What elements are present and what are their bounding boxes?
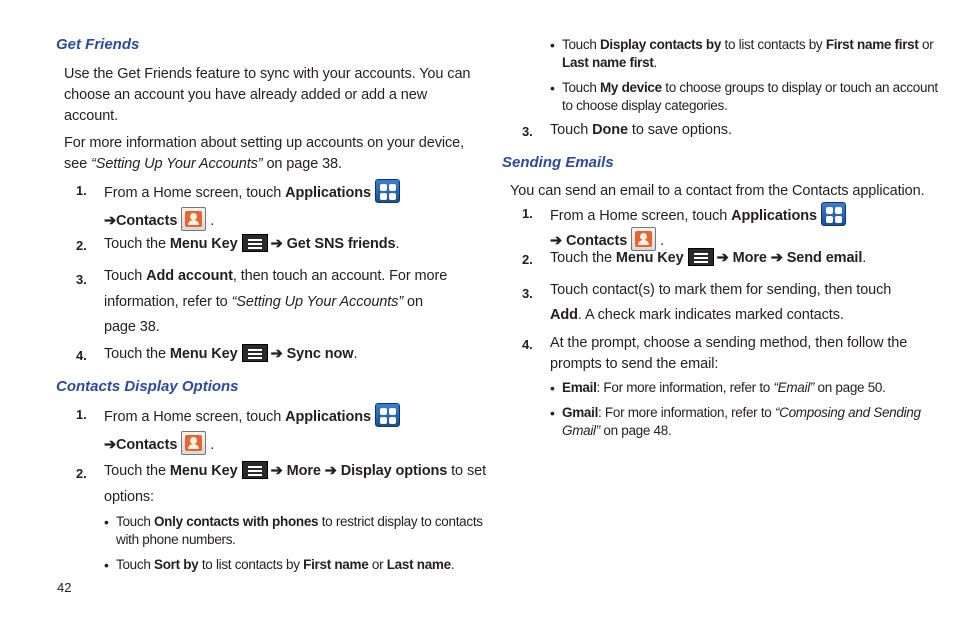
- bullet-text: Touch: [116, 557, 154, 572]
- step-number: 3.: [522, 124, 533, 139]
- step-bold: Applications: [731, 208, 817, 224]
- bullet-text: on page 50.: [814, 380, 886, 395]
- heading-sending-emails: Sending Emails: [502, 154, 614, 171]
- heading-contacts-display-options: Contacts Display Options: [56, 378, 239, 395]
- bullet-bold: My device: [599, 80, 662, 95]
- menu-key-icon: [242, 461, 268, 479]
- step-bold: ➔ Contacts: [550, 233, 628, 249]
- bullet-bold: First name first: [825, 37, 919, 52]
- step-text: .: [862, 250, 867, 266]
- more-info-post: on page 38.: [262, 156, 342, 172]
- step-text: Touch the: [550, 250, 616, 266]
- bullet-text: to list contacts by: [721, 37, 826, 52]
- bullet-bold: Sort by: [153, 557, 199, 572]
- step-text: information, refer to: [104, 293, 232, 310]
- rt-bullet-2: [550, 79, 938, 115]
- step-text: page 38.: [104, 319, 160, 335]
- se-bullet-gmail: [550, 404, 921, 440]
- intro-line: choose an account you have already added or add a new: [64, 87, 428, 103]
- se-bullet-email: [550, 379, 886, 397]
- bullet-bold: Display contacts by: [599, 37, 722, 52]
- step-bold: Add: [550, 307, 578, 323]
- step-text: .: [210, 213, 215, 229]
- step-text: From a Home screen, touch: [550, 208, 732, 224]
- contacts-card-icon: [181, 431, 206, 455]
- cross-reference: Gmail”: [562, 423, 600, 438]
- get-friends-more-info: [64, 133, 464, 175]
- step-number: 4.: [522, 337, 533, 352]
- step-number: 1.: [76, 407, 87, 422]
- gf-step-1: [76, 179, 400, 232]
- cd-step-1: [76, 403, 400, 456]
- sending-emails-intro: You can send an email to a contact from the Contacts application.: [510, 183, 925, 199]
- step-text: At the prompt, choose a sending method, then follow the: [550, 335, 908, 351]
- step-bold: Applications: [285, 409, 371, 425]
- bullet-text: Touch: [116, 514, 154, 529]
- step-text: to set: [447, 463, 486, 479]
- intro-line: Use the Get Friends feature to sync with your accounts. You can: [64, 66, 471, 82]
- rt-step-3: [522, 120, 732, 141]
- step-text: Touch: [550, 122, 593, 138]
- bullet-dot: •: [550, 37, 555, 53]
- bullet-bold: Only contacts with phones: [153, 514, 319, 529]
- bullet-dot: •: [550, 80, 555, 96]
- bullet-text: with phone numbers.: [116, 532, 236, 547]
- step-bold: Menu Key: [615, 250, 684, 266]
- cd-step-2: [76, 458, 486, 510]
- bullet-dot: •: [550, 405, 555, 421]
- cross-reference: “Composing and Sending: [774, 405, 921, 420]
- step-bold: ➔Contacts: [104, 213, 178, 229]
- bullet-text: : For more information, refer to: [596, 380, 774, 395]
- bullet-text: to list contacts by: [198, 557, 304, 572]
- step-bold: Applications: [285, 185, 371, 201]
- contacts-card-icon: [181, 207, 206, 231]
- cd-bullet-2: [104, 556, 454, 574]
- step-text: Touch contact(s) to mark them for sending, then touch: [550, 282, 892, 298]
- step-text: Touch the: [104, 463, 170, 479]
- step-text: From a Home screen, touch: [104, 409, 286, 425]
- step-text: .: [210, 437, 215, 453]
- step-text: Touch the: [104, 236, 170, 252]
- step-bold: Add account: [146, 268, 233, 284]
- menu-key-icon: [242, 234, 268, 252]
- cross-reference: “Email”: [773, 380, 815, 395]
- get-friends-intro: [64, 64, 470, 127]
- bullet-text: to choose groups to display or touch an account: [661, 80, 938, 95]
- bullet-bold: First name: [303, 557, 369, 572]
- bullet-text: Touch: [562, 80, 600, 95]
- step-text: options:: [104, 489, 154, 505]
- step-bold: Menu Key: [169, 346, 238, 362]
- step-number: 2.: [76, 238, 87, 253]
- bullet-bold: Last name first: [562, 55, 654, 70]
- more-info-line: For more information about setting up accounts on your device,: [64, 135, 465, 151]
- bullet-bold: Gmail: [562, 405, 599, 420]
- step-number: 2.: [76, 466, 87, 481]
- bullet-text: on page 48.: [599, 423, 672, 438]
- se-step-3: [522, 278, 891, 328]
- step-text: on: [403, 293, 423, 310]
- se-step-4: [522, 333, 907, 375]
- bullet-text: : For more information, refer to: [598, 405, 775, 420]
- cross-reference: “Setting Up Your Accounts”: [231, 293, 404, 310]
- applications-grid-icon: [375, 179, 400, 203]
- bullet-text: .: [653, 55, 657, 70]
- step-number: 2.: [522, 252, 533, 267]
- bullet-dot: •: [104, 557, 109, 573]
- step-text: .: [660, 233, 665, 249]
- bullet-text: to choose display categories.: [562, 98, 728, 113]
- menu-key-icon: [242, 344, 268, 362]
- step-text: .: [395, 236, 400, 252]
- step-bold: Done: [592, 122, 628, 138]
- intro-line: account.: [64, 108, 119, 124]
- page-number: 42: [57, 580, 72, 595]
- step-number: 1.: [76, 183, 87, 198]
- applications-grid-icon: [821, 202, 846, 226]
- bullet-bold: Last name: [386, 557, 451, 572]
- se-step-1: [522, 202, 846, 252]
- bullet-text: or: [368, 557, 387, 572]
- step-number: 1.: [522, 206, 533, 221]
- step-bold: ➔Contacts: [104, 437, 178, 453]
- cd-bullet-1: [104, 513, 483, 549]
- bullet-text: Touch: [562, 37, 600, 52]
- rt-bullet-1: [550, 36, 933, 72]
- bullet-text: .: [450, 557, 455, 572]
- step-bold: Menu Key: [169, 236, 238, 252]
- applications-grid-icon: [375, 403, 400, 427]
- step-bold: ➔ Get SNS friends: [270, 236, 396, 252]
- gf-step-2: [76, 234, 399, 255]
- step-bold: ➔ More ➔ Display options: [270, 463, 448, 479]
- step-bold: ➔ Sync now: [270, 346, 354, 362]
- menu-key-icon: [688, 248, 714, 266]
- step-number: 4.: [76, 348, 87, 363]
- step-text: , then touch an account. For more: [232, 268, 448, 284]
- step-text: to save options.: [627, 122, 732, 138]
- step-bold: Menu Key: [169, 463, 238, 479]
- se-step-2: [522, 248, 866, 269]
- gf-step-3: [76, 264, 447, 341]
- bullet-dot: •: [104, 514, 109, 530]
- step-number: 3.: [76, 272, 87, 287]
- bullet-dot: •: [550, 380, 555, 396]
- bullet-text: to restrict display to contacts: [318, 514, 483, 529]
- step-bold: ➔ More ➔ Send email: [716, 250, 863, 266]
- bullet-text: or: [918, 37, 934, 52]
- step-text: Touch: [104, 268, 147, 284]
- more-info-pre: see: [64, 156, 92, 172]
- gf-step-4: [76, 344, 357, 365]
- cross-reference: “Setting Up Your Accounts”: [91, 156, 263, 172]
- step-text: prompts to send the email:: [550, 356, 719, 372]
- step-text: . A check mark indicates marked contacts.: [577, 307, 844, 323]
- heading-get-friends: Get Friends: [56, 36, 140, 53]
- step-text: From a Home screen, touch: [104, 185, 286, 201]
- step-number: 3.: [522, 286, 533, 301]
- step-text: .: [353, 346, 358, 362]
- step-text: Touch the: [104, 346, 170, 362]
- bullet-bold: Email: [562, 380, 597, 395]
